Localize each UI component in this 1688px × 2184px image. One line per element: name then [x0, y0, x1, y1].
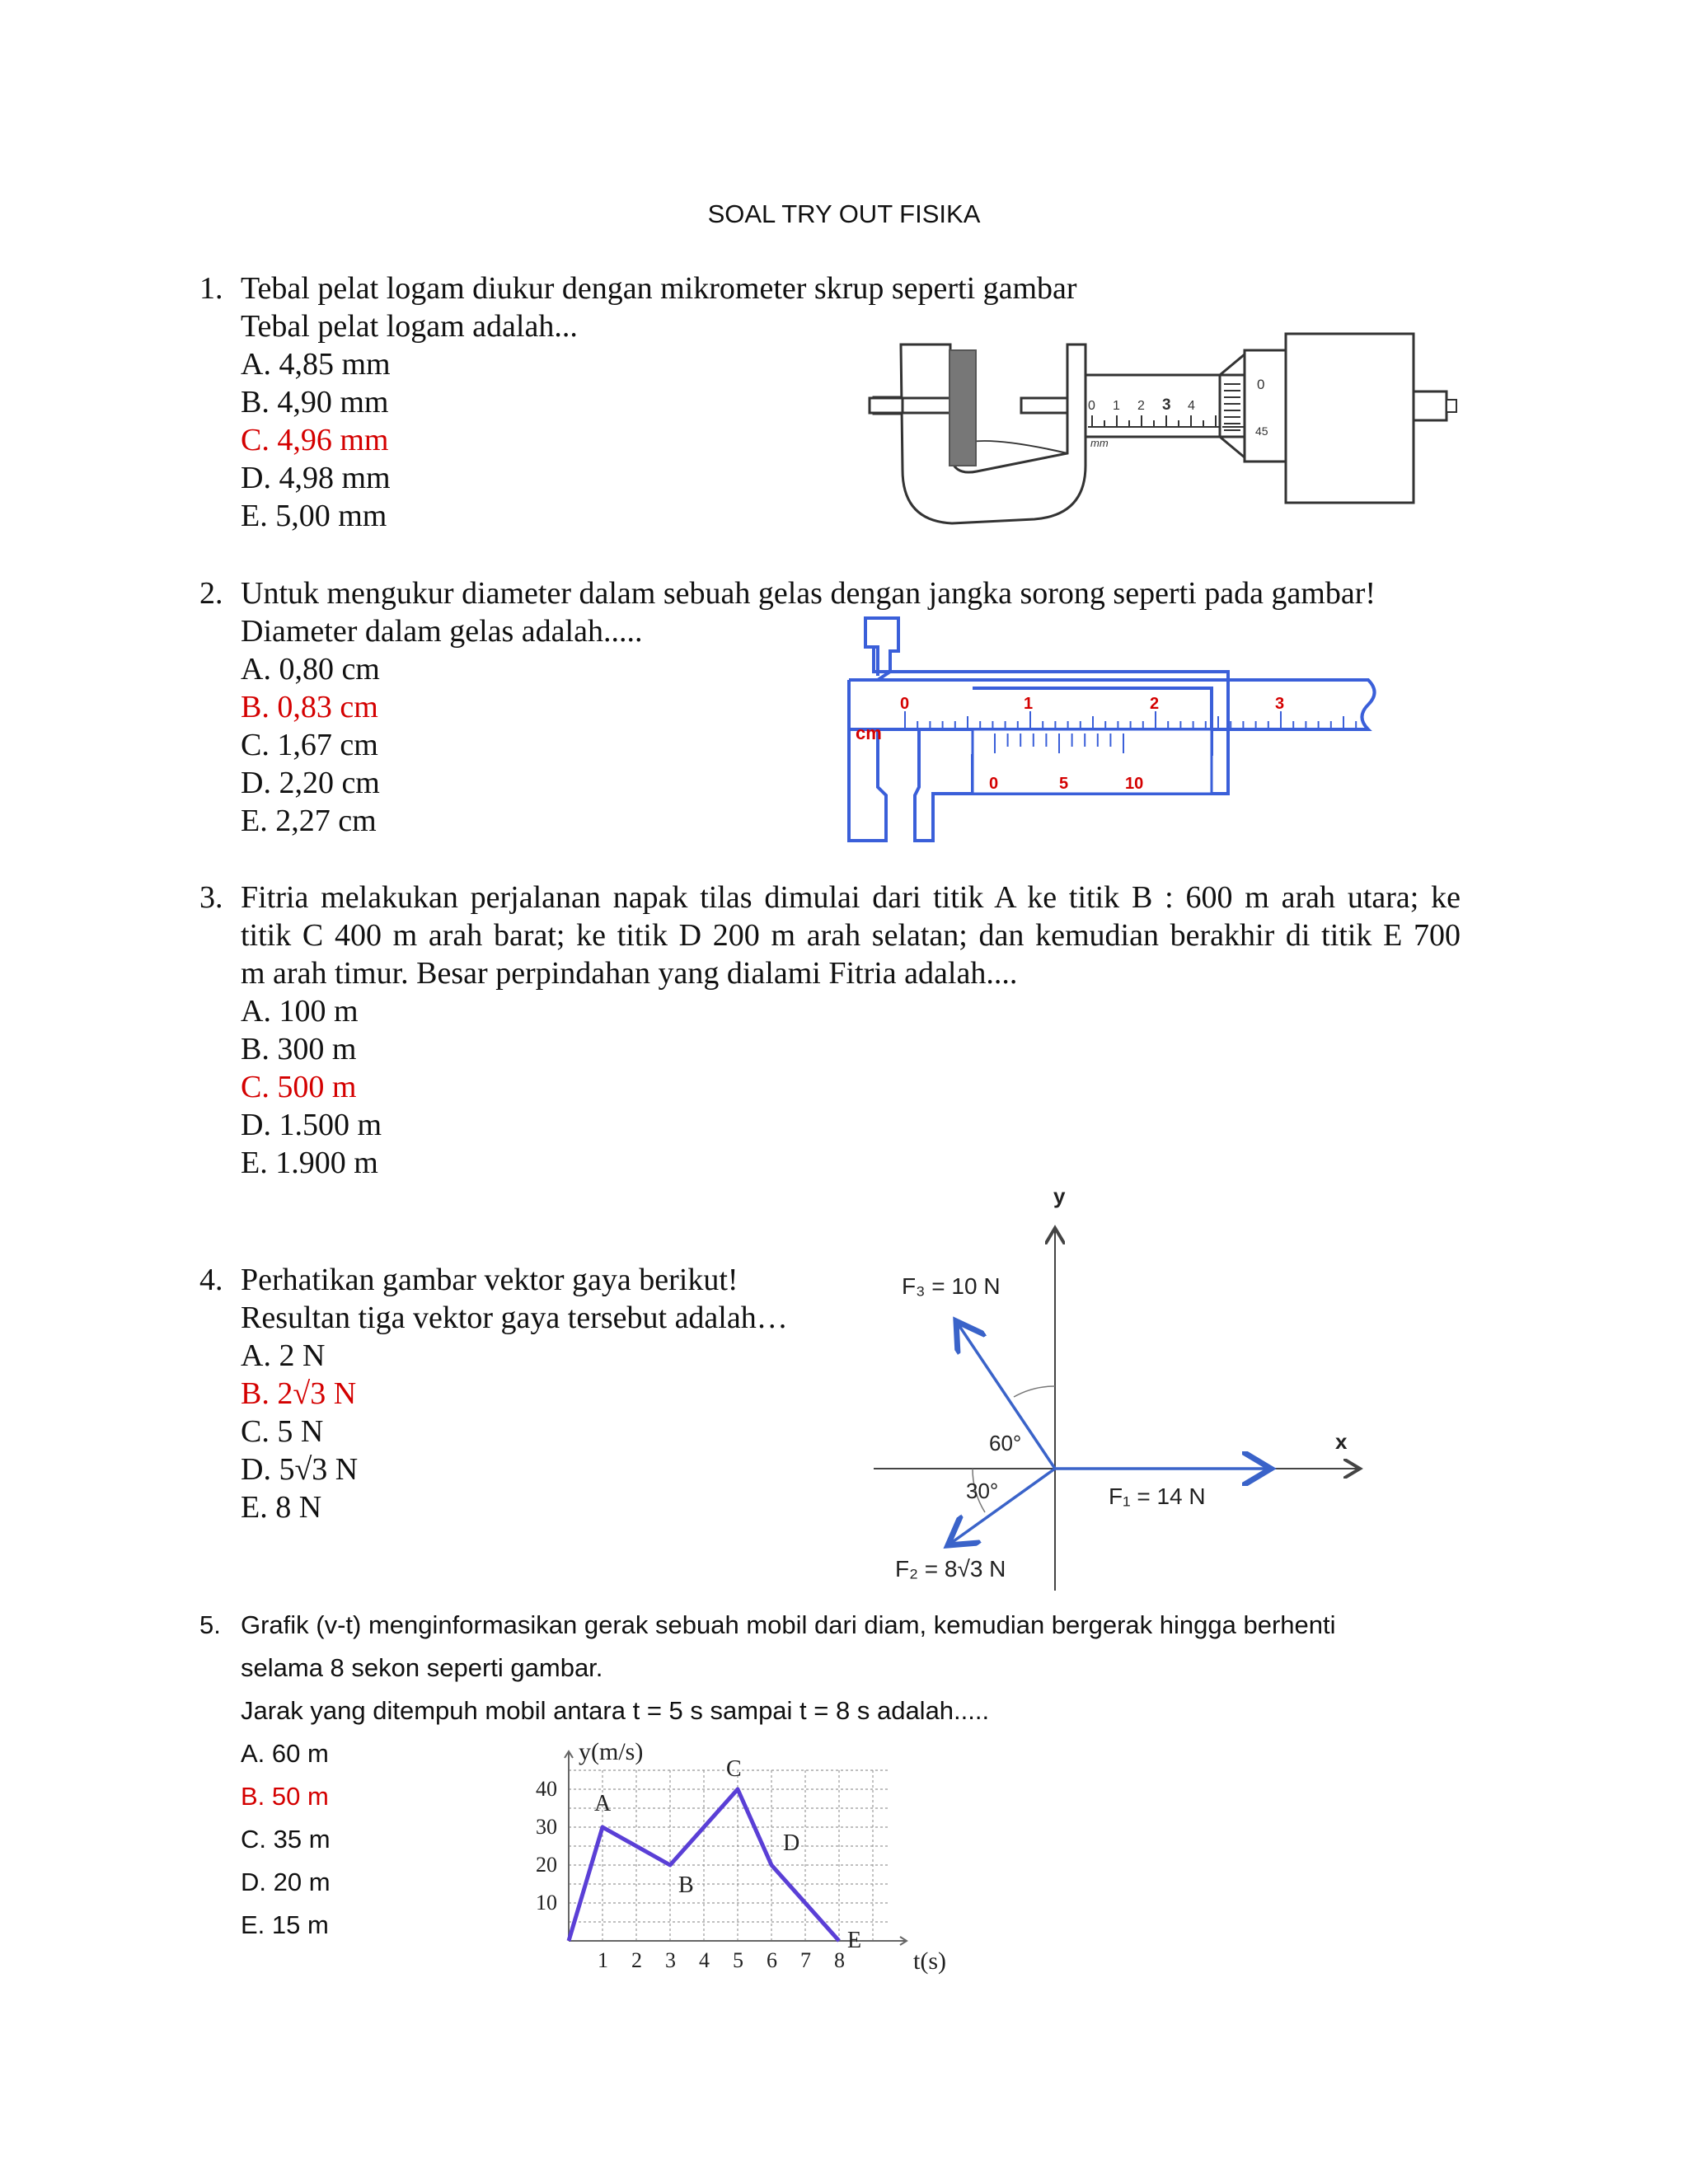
question-text: Jarak yang ditempuh mobil antara t = 5 s sampai t = 8 s adalah..... — [241, 1696, 990, 1725]
point-label: B — [678, 1872, 694, 1898]
vector-figure — [865, 1183, 1376, 1591]
option-b: B. 50 m — [241, 1782, 329, 1811]
option-b: B. 4,90 mm — [241, 385, 389, 419]
point-label: A — [594, 1791, 612, 1816]
velocity-time-chart — [528, 1738, 956, 1975]
label-f2: F₂ = 8√3 N — [895, 1556, 1006, 1582]
vernier-number: 10 — [1125, 775, 1144, 793]
option-d: D. 1.500 m — [241, 1108, 382, 1142]
option-a: A. 4,85 mm — [241, 347, 391, 382]
option-b: B. 300 m — [241, 1032, 357, 1066]
caliper-unit: cm — [856, 723, 882, 743]
x-tick-label: 4 — [699, 1948, 710, 1972]
sleeve-unit: mm — [1090, 437, 1109, 449]
sleeve-number: 2 — [1137, 399, 1145, 413]
option-c: C. 1,67 cm — [241, 728, 378, 762]
option-e: E. 1.900 m — [241, 1146, 378, 1180]
main-scale-number: 2 — [1150, 695, 1160, 713]
option-e: E. 15 m — [241, 1910, 329, 1939]
option-c: C. 4,96 mm — [241, 423, 389, 457]
question-text: Diameter dalam gelas adalah..... — [241, 614, 643, 649]
option-d: D. 4,98 mm — [241, 461, 391, 495]
y-axis-label: y(m/s) — [579, 1738, 644, 1765]
sleeve-number: 3 — [1162, 396, 1171, 414]
y-tick-label: 20 — [536, 1853, 557, 1877]
question-text: selama 8 sekon seperti gambar. — [241, 1653, 603, 1682]
point-label: E — [847, 1928, 862, 1953]
question-text: Tebal pelat logam diukur dengan mikrometer skrup seperti gambar — [241, 271, 1077, 306]
option-d: D. 5√3 N — [241, 1452, 359, 1487]
point-label: C — [726, 1756, 742, 1782]
question-number: 2. — [199, 576, 223, 611]
axis-label-x: x — [1335, 1429, 1348, 1454]
question-number: 5. — [199, 1610, 221, 1639]
sleeve-number: 1 — [1113, 399, 1120, 413]
option-e: E. 2,27 cm — [241, 804, 377, 838]
vernier-number: 5 — [1059, 775, 1069, 793]
question-number: 3. — [199, 880, 223, 915]
x-tick-label: 3 — [665, 1948, 676, 1972]
question-text: Tebal pelat logam adalah... — [241, 309, 578, 344]
x-tick-label: 5 — [733, 1948, 743, 1972]
option-c: C. 35 m — [241, 1825, 331, 1854]
main-scale-number: 0 — [900, 695, 910, 713]
x-axis-label: t(s) — [913, 1947, 946, 1975]
option-b: B. 0,83 cm — [241, 690, 378, 724]
thimble-number: 0 — [1257, 377, 1265, 392]
sleeve-number: 4 — [1188, 399, 1195, 413]
question-3 — [199, 879, 1461, 1182]
angle-30: 30° — [966, 1479, 999, 1503]
option-c: C. 5 N — [241, 1414, 324, 1449]
main-scale-number: 1 — [1024, 695, 1034, 713]
caliper-figure — [841, 614, 1418, 861]
option-a: A. 60 m — [241, 1739, 329, 1768]
option-c: C. 500 m — [241, 1070, 357, 1104]
question-text: titik C 400 m arah barat; ke titik D 200 m arah selatan; dan kemudian berakhir di titik E 700 — [241, 918, 1461, 953]
y-tick-label: 40 — [536, 1777, 557, 1801]
option-a: A. 2 N — [241, 1338, 326, 1373]
page-title: SOAL TRY OUT FISIKA — [707, 199, 981, 228]
point-label: D — [783, 1830, 800, 1856]
angle-60: 60° — [989, 1431, 1022, 1455]
question-4 — [199, 1261, 788, 1526]
option-b: B. 2√3 N — [241, 1376, 357, 1411]
thimble-number: 45 — [1255, 424, 1268, 438]
question-number: 4. — [199, 1263, 223, 1297]
main-scale-number: 3 — [1275, 695, 1285, 713]
question-text: Fitria melakukan perjalanan napak tilas dimulai dari titik A ke titik B : 600 m arah utara; ke — [241, 880, 1461, 915]
vector-f2 — [948, 1469, 1055, 1545]
sleeve-number: 0 — [1088, 399, 1095, 413]
question-text: Grafik (v-t) menginformasikan gerak sebuah mobil dari diam, kemudian bergerak hingga berhenti — [241, 1610, 1336, 1639]
question-text: Untuk mengukur diameter dalam sebuah gelas dengan jangka sorong seperti pada gambar! — [241, 576, 1376, 611]
question-number: 1. — [199, 271, 223, 306]
option-a: A. 100 m — [241, 994, 359, 1029]
x-tick-label: 7 — [800, 1948, 811, 1972]
y-tick-label: 30 — [536, 1815, 557, 1839]
vernier-number: 0 — [989, 775, 999, 793]
question-text: Perhatikan gambar vektor gaya berikut! — [241, 1263, 738, 1297]
x-tick-label: 2 — [631, 1948, 642, 1972]
option-d: D. 2,20 cm — [241, 766, 380, 800]
x-tick-label: 1 — [598, 1948, 608, 1972]
option-d: D. 20 m — [241, 1868, 331, 1896]
option-a: A. 0,80 cm — [241, 652, 380, 687]
question-text: m arah timur. Besar perpindahan yang dialami Fitria adalah.... — [241, 956, 1018, 991]
label-f3: F₃ = 10 N — [902, 1273, 1001, 1299]
label-f1: F₁ = 14 N — [1109, 1483, 1206, 1509]
option-e: E. 5,00 mm — [241, 499, 387, 533]
question-text: Resultan tiga vektor gaya tersebut adalah… — [241, 1301, 788, 1335]
axis-label-y: y — [1053, 1183, 1066, 1208]
x-tick-label: 6 — [767, 1948, 777, 1972]
y-tick-label: 10 — [536, 1891, 557, 1915]
option-e: E. 8 N — [241, 1490, 322, 1525]
x-tick-label: 8 — [834, 1948, 845, 1972]
micrometer-figure — [870, 330, 1529, 527]
